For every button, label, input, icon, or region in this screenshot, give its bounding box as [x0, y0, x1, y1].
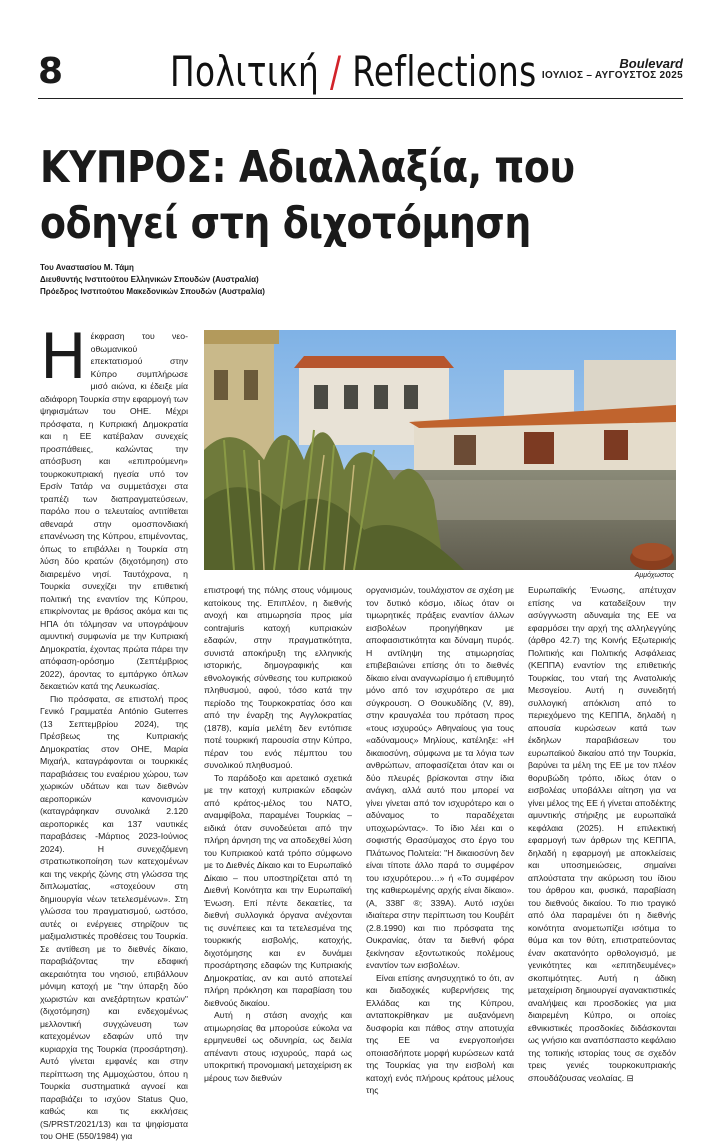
- paragraph: Αυτή η στάση ανοχής και ατιμωρησίας θα μπορούσε εύκολα να ερμηνευθεί ως οδυνηρία, ως δειλία απέναντι στους ισχυρούς, παρά ως υποκριτική προνομιακή μεταχείριση εκ μέρους των διεθνών: [204, 1010, 352, 1083]
- paragraph: έκφραση του νεο-οθωμανικού επεκτατισμού στην Κύπρο συμπλήρωσε μισό αιώνα, κι έδειξε μία αδιάφορη Τουρκία στην εφαρμογή των ψηφισμάτων του ΟΗΕ. Μέχρι πρόσφατα, η Κυπριακή Δημοκρατία και η ΕΕ κατέβαλαν συνεχείς προσπάθειες, καλώντας την απόσβυση και «επιπρούμενη» τουρκοκυπριακή ηγεσία υπό τον Ερσίν Τατάρ να συμμετάσχει στα τραπέζι των διαπραγματεύσεων, παρόλο που ο τελευταίος αντιτίθεται αθεναρά στην ομοσπονδιακή επανένωση της Κύπρου, επιμένοντας, όπως το επιβάλλει η Τουρκία στη λύση δύο κρατών (διχοτόμηση) στο διαιρεμένο νησί. Ταυτόχρονα, η Τουρκία συνεχίζει την επιθετική πολιτική της εναντίον της Κύπρου, επικρίνοντας με θράσος ακόμα και τις ΗΠΑ ότι τόλμησαν να υπογράψουν αμυντική συμφωνία με την Κυπριακή Δημοκρατία, έχοντας πρώτα πάρει την απόφαση-ορόσημο (Σεπτέμβριος 2022), άροντας το εμπάργκο όπλων δεκαετιών κατά της Λευκωσίας.: [40, 331, 188, 691]
- famagusta-photo-illustration: [204, 330, 676, 570]
- header-rule: [38, 98, 683, 99]
- paragraph: Είναι επίσης ανησυχητικό το ότι, αν και διαδοχικές κυβερνήσεις της Ελλάδας και της Κύπρου, ανταποκρίθηκαν με αυξανόμενη δυσφορία και πάθος στην αποτυχία της ΕΕ να ενεργοποιήσει οποιασδήποτε μορφή κυρώσεων κατά της Τουρκίας για την εισβολή και κατοχή ενός πλήρους κράτους μέλους της: [366, 972, 514, 1095]
- brand-block: [542, 58, 683, 82]
- column-4: [528, 584, 676, 1084]
- paragraph: Το παράδοξο και αρεταικό σχετικά με την κατοχή κυπριακών εδαφών από κράτος-μέλος του ΝΑΤΟ, αναμφίβολα, παραμένει Τουρκίας – ειδικά όταν συνοδεύεται από την πλήρη άρνηση της να αποδεχθεί λύση του Κυπριακού κατά τρόπο σύμφωνο με το Διεθνές Δίκαιο και το Ευρωπαϊκό Δίκαιο – που υποστηρίζεται από τη Διεθνή Κοινότητα και την Ευρωπαϊκή Ένωση. Επί πέντε δεκαετίες, τα διεθνή συλλογικά όργανα ανέχονται τις συνέπειες και τα τετελεσμένα της τουρκικής εισβολής, κατοχής, διχοτόμησης και εν δυνάμει προσάρτησης εδαφών της Κυπριακής Δημοκρατίας, αν και αυτό αποτελεί πλήρη πρόκληση και παραβίαση του διεθνούς δικαίου.: [204, 772, 352, 1008]
- page-number: 8: [38, 51, 64, 92]
- issue-date: ΙΟΥΛΙΟΣ – ΑΥΓΟΥΣΤΟΣ 2025: [541, 70, 683, 81]
- byline: [40, 262, 265, 298]
- article-photo: [204, 330, 676, 570]
- byline-author: Του Αναστασίου Μ. Τάμη: [40, 263, 134, 272]
- byline-role-2: Πρόεδρος Ινστιτούτου Μακεδονικών Σπουδών (Αυστραλία): [40, 287, 265, 296]
- drop-cap: Η: [40, 320, 87, 393]
- paragraph: Ευρωπαϊκής Ένωσης, απέτυχαν επίσης να καταδείξουν την ασύγγνωστη αδυναμία της ΕΕ να εφαρμόσει την αρχή της αλληλεγγύης (άρθρο 42.7) της Κοινής Εξωτερικής Πολιτικής και Πολιτικής Ασφάλειας (ΚΕΠΠΑ) εναντίον της επιθετικής Τουρκίας, του νταή της Ανατολικής Μεσογείου. Αυτή η συνειδητή συλλογική απόκλιση από το περιεχόμενο της ΚΕΠΠΑ, δηλαδή η απουσία κυρώσεων κατά των έκδηλων παραβιάσεων του ευρωπαϊκού δικαίου από την Τουρκία, βαρύνει τα μέλη της ΕΕ με τον πλέον θορυβώδη τρόπο, ιδίως όταν ο εισβολέας υποβάλλει αίτηση για να γίνει μέλος της ΕΕ ή γίνεται αποδέκτης αμυντικής στήριξης με ευρωπαϊκά κεφάλαια (2025). Η επιλεκτική εφαρμογή των άρθρων της ΚΕΠΠΑ, δηλαδή η εφαρμογή με αποκλείσεις και υποσημειώσεις, σημαίνει απλούστατα την ακύρωση του ίδιου του άρθρου και, φυσικά, παραβίαση του διεθνούς δικαίου. Το πιο τραγικό από όλα παραμένει ότι η διεθνής κοινότητα ανομετωπίζει ισότιμα το θύμα και τον θύτη, επιστρατεύοντας έναν ακατανόητο ορθολογισμό, με γενικότητες και «επιτηδευμένες» σκοπιμότητες. Αυτή η άδικη μεταχείριση δημιουργεί αγανακτιστικές αναλήψεις και προσδοκίες για μια διαιρεμένη Κύπρο, οι οποίες εθνικιστικές προσδοκίες διδάσκονται ως γνήσιο και αναπόσπαστο κεφάλαιο της τοπικής ιστορίας τους σε σχεδόν τρεις γενιές τουρκοκυπριακής σπουδάζουσας νεολαίας. ⊟: [528, 585, 676, 1083]
- article-headline: ΚΥΠΡΟΣ: Αδιαλλαξία, που οδηγεί στη διχοτόμηση: [40, 142, 575, 249]
- column-2: [204, 584, 352, 1084]
- byline-role-1: Διευθυντής Ινστιτούτου Ελληνικών Σπουδών (Αυστραλία): [40, 275, 259, 284]
- section-english: Reflections: [352, 47, 537, 96]
- paragraph: Πιο πρόσφατα, σε επιστολή προς Γενικό Γραμματέα António Guterres (13 Σεπτεμβρίου 2024), της Πρέσβεως της Κυπριακής Δημοκρατίας στον ΟΗΕ, Μαρία Μιχαήλ, καταγράφονται οι τουρκικές παραβιάσεις του εναέριου χώρου, των χωρικών υδάτων και των διεθνών αεροπορικών κανονισμών (καταγράφηκαν συνολικά 2.120 αεροπορικές και 137 ναυτικές παραβάσεις -Μάρτιος 2023-Ιούνιος 2024). Η συνεχιζόμενη στρατιωτικοποίηση των κατεχομένων και της νεκρής ζώνης στη γλώσσα της διπλωματίας, «στοχεύουν στη δημιουργία νέων τετελεσμένων». Στη γλώσσα του πραγματισμού, ωστόσο, αυτές οι ενέργειες στηρίζουν τις μαξιμαλιστικές προθέσεις του Τουρκία. Σε αντίθεση με το διεθνές δίκαιο, παραβιάζοντας την εδαφική ακεραιότητα του νησιού, επιβάλλουν μόνιμη κατοχή με "την ύπαρξη δύο χωριστών και ανεξάρτητων κρατών" (διχοτόμηση) και ενδεχομένως μελλοντική συγχώνευση των κατεχομένων εδαφών υπό την κυριαρχία της Τουρκία (προσάρτηση). Αυτό γίνεται εμφανές και στην περίπτωση της Αμμοχώστου, όπου η Τουρκία συστηματικά αγνοεί και παραβιάζει το ισχύον Status Quo, καθώς και τις εκκλήσεις (S/PRST/2021/13) και τα ψηφίσματα του ΟΗΕ (550/1984) για: [40, 693, 188, 1141]
- column-1: [40, 320, 188, 1143]
- section-greek: Πολιτική: [170, 47, 320, 96]
- photo-caption: Αμμόχωστος: [634, 572, 674, 579]
- brand-name: Boulevard: [619, 56, 683, 71]
- column-3: [366, 584, 514, 1097]
- section-title: [170, 48, 537, 96]
- section-slash: /: [319, 47, 353, 96]
- paragraph: οργανισμών, τουλάχιστον σε σχέση με τον δυτικό κόσμο, ιδίως όταν οι τιμωρητικές πράξεις εναντίον άλλων εισβολέων προηγήθηκαν με αποφασιστικότητα και δύναμη πυρός. Η αντίληψη της ατιμωρησίας επιβεβαιώνει επίσης ότι το διεθνές δίκαιο είναι αναγνωρίσιμο ή επιθυμητό μόνο από τον ισχυρότερο σε μια σύγκρουση. Ο Θουκυδίδης (V, 89), στην κραυγαλέα του πρόταση προς «τους ισχυρούς» Αθηναίους για τους «αδύναμους» Μηλίους, κατέληξε: «Η δικαιοσύνη, σύμφωνα με τα λόγια των ανθρώπων, αποφασίζεται όταν και οι δύο πλευρές βρίσκονται στην ίδια ανάγκη, αλλά αυτό που μπορεί να γίνει γίνεται από τον ισχυρότερο και ο αδύναμος το παραδέχεται υποχωρώντας». Το ίδιο λέει και ο σοφιστής Θρασύμαχος στο έργο του Πλάτωνος Πολιτεία: "Η δικαιοσύνη δεν είναι τίποτε άλλο παρά το συμφέρον του ισχυρότερου…» ή «Το συμφέρον της καθιερωμένης αρχής είναι δίκαιο». (Α, 338Γ ®; 339Α). Αυτό ισχύει ιδιαίτερα στην περίπτωση του Κουβέιτ (2.8.1990) και πιο πρόσφατα της Ουκρανίας, όταν τα διεθνή φόρα ξεκίνησαν εξοντωτικούς πολέμους εναντίον των εισβολέων.: [366, 585, 514, 970]
- paragraph: επιστροφή της πόλης στους νόμιμους κατοίκους της. Επιπλέον, η διεθνής ανοχή και ατιμωρησία προς μία contrajuris κατοχή κυπριακών εδαφών, στην πραγματικότητα, συνιστά αποκήρυξη της ελληνικής ιστορικής, δημογραφικής και εθνολογικής σύνθεσης του κυπριακού πληθυσμού, αφού, τόσο κατά την περίοδο της Τουρκοκρατίας όσο και από την έναρξη της Αγγλοκρατίας (1878), καμία μελέτη δεν εντόπισε ποτέ τουρκική παρουσία στην Κύπρο, πέραν του ενός πέμπτου του συνολικού πληθυσμού.: [204, 585, 352, 770]
